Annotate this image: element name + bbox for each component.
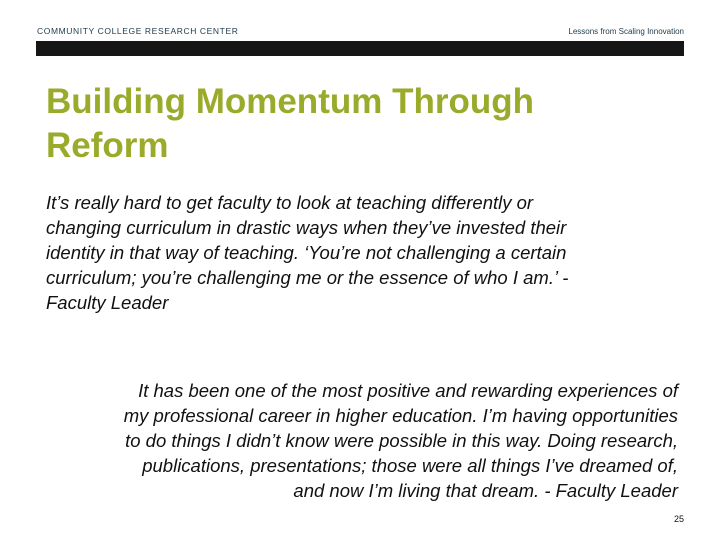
quote-2 bbox=[124, 378, 678, 503]
page-number: 25 bbox=[673, 514, 684, 524]
quote-line: and now I’m living that dream. - Faculty Leader bbox=[293, 480, 678, 501]
presentation-subtitle: Lessons from Scaling Innovation bbox=[568, 27, 684, 36]
title-line: Building Momentum Through bbox=[46, 82, 534, 121]
organization-name: COMMUNITY COLLEGE RESEARCH CENTER bbox=[37, 26, 239, 36]
quote-line: my professional career in higher education. I’m having opportunities bbox=[123, 405, 678, 426]
header-bar bbox=[36, 41, 684, 56]
quote-line: curriculum; you’re challenging me or the essence of who I am.’ - bbox=[46, 267, 569, 288]
slide-title bbox=[46, 80, 534, 168]
quote-line: publications, presentations; those were all things I’ve dreamed of, bbox=[142, 455, 678, 476]
quote-line: changing curriculum in drastic ways when they’ve invested their bbox=[46, 217, 567, 238]
quote-line: It has been one of the most positive and rewarding experiences of bbox=[138, 380, 678, 401]
quote-1 bbox=[46, 190, 568, 315]
quote-line: to do things I didn’t know were possible in this way. Doing research, bbox=[125, 430, 678, 451]
quote-line: It’s really hard to get faculty to look at teaching differently or bbox=[46, 192, 534, 213]
title-line: Reform bbox=[46, 126, 169, 165]
quote-line: identity in that way of teaching. ‘You’re not challenging a certain bbox=[46, 242, 567, 263]
quote-line: Faculty Leader bbox=[46, 292, 169, 313]
